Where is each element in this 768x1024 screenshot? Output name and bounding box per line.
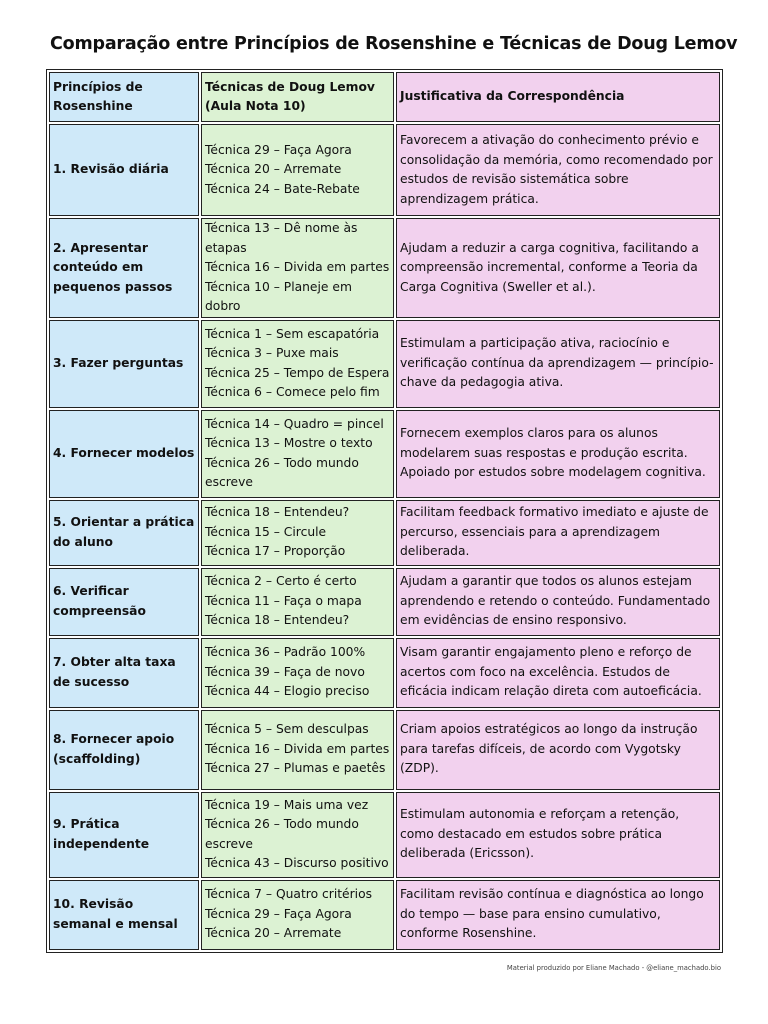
- technique-item: Técnica 16 – Divida em partes: [205, 260, 390, 274]
- principle-cell: 2. Apresentar conteúdo em pequenos passos: [49, 218, 199, 318]
- technique-item: Técnica 29 – Faça Agora: [205, 906, 352, 921]
- justification-cell: Facilitam feedback formativo imediato e ajuste de percurso, essenciais para a aprendizagem deliberada.: [396, 500, 720, 566]
- table-row: [49, 710, 720, 790]
- technique-item: Técnica 14 – Quadro = pincel: [205, 416, 384, 431]
- table-row: [49, 792, 720, 878]
- principle-cell: 8. Fornecer apoio (scaffolding): [49, 710, 199, 790]
- techniques-cell: [201, 410, 394, 498]
- technique-item: Técnica 18 – Entendeu?: [205, 613, 350, 628]
- principle-cell: 7. Obter alta taxa de sucesso: [49, 638, 199, 708]
- justification-cell: Estimulam autonomia e reforçam a retenção, como destacado em estudos sobre prática deliberada (Ericsson).: [396, 792, 720, 878]
- header-justification: Justificativa da Correspondência: [396, 72, 720, 122]
- technique-item: Técnica 7 – Quatro critérios: [205, 887, 373, 902]
- document-title: Comparação entre Princípios de Rosenshine e Técnicas de Doug Lemov: [50, 34, 738, 54]
- justification-cell: Ajudam a reduzir a carga cognitiva, facilitando a compreensão incremental, conforme a Teoria da Carga Cognitiva (Sweller et al.).: [396, 218, 720, 318]
- technique-item: Técnica 26 – Todo mundo escreve: [205, 455, 359, 489]
- technique-item: Técnica 10 – Planeje em dobro: [205, 279, 352, 313]
- technique-item: Técnica 25 – Tempo de Espera: [205, 365, 390, 380]
- principle-cell: 5. Orientar a prática do aluno: [49, 500, 199, 566]
- technique-item: Técnica 24 – Bate-Rebate: [205, 181, 360, 196]
- table-row: [49, 880, 720, 950]
- principle-cell: 1. Revisão diária: [49, 124, 199, 216]
- techniques-cell: [201, 880, 394, 950]
- technique-item: Técnica 43 – Discurso positivo: [205, 856, 389, 870]
- technique-item: Técnica 29 – Faça Agora: [205, 142, 352, 157]
- author-credit: Material produzido por Eliane Machado - @eliane_machado.bio: [506, 964, 721, 972]
- comparison-table: [46, 69, 723, 953]
- table-row: [49, 638, 720, 708]
- table-row: [49, 500, 720, 566]
- techniques-cell: [201, 638, 394, 708]
- technique-item: Técnica 36 – Padrão 100%: [205, 645, 366, 660]
- techniques-cell: [201, 568, 394, 636]
- principle-cell: 4. Fornecer modelos: [49, 410, 199, 498]
- technique-item: Técnica 5 – Sem desculpas: [205, 722, 369, 737]
- technique-item: Técnica 19 – Mais uma vez: [205, 797, 369, 812]
- techniques-cell: [201, 320, 394, 408]
- technique-item: Técnica 26 – Todo mundo escreve: [205, 817, 359, 851]
- header-techniques: Técnicas de Doug Lemov (Aula Nota 10): [201, 72, 394, 122]
- justification-cell: Favorecem a ativação do conhecimento prévio e consolidação da memória, como recomendado por estudos de revisão sistemática sobre aprendizagem prática.: [396, 124, 720, 216]
- technique-item: Técnica 39 – Faça de novo: [205, 664, 365, 679]
- principle-cell: 3. Fazer perguntas: [49, 320, 199, 408]
- technique-item: Técnica 11 – Faça o mapa: [205, 593, 362, 608]
- technique-item: Técnica 20 – Arremate: [205, 162, 342, 177]
- techniques-cell: [201, 792, 394, 878]
- techniques-cell: [201, 710, 394, 790]
- techniques-cell: [201, 500, 394, 566]
- technique-item: Técnica 20 – Arremate: [205, 926, 342, 941]
- table-row: [49, 320, 720, 408]
- technique-item: Técnica 1 – Sem escapatória: [205, 326, 380, 341]
- principle-cell: 6. Verificar compreensão: [49, 568, 199, 636]
- technique-item: Técnica 15 – Circule: [205, 524, 327, 539]
- technique-item: Técnica 6 – Comece pelo fim: [205, 385, 380, 399]
- technique-item: Técnica 3 – Puxe mais: [205, 346, 339, 360]
- justification-cell: Visam garantir engajamento pleno e reforço de acertos com foco na excelência. Estudos de eficácia indicam relação direta com autoeficácia.: [396, 638, 720, 708]
- technique-item: Técnica 18 – Entendeu?: [205, 505, 350, 520]
- justification-cell: Criam apoios estratégicos ao longo da instrução para tarefas difíceis, de acordo com Vygotsky (ZDP).: [396, 710, 720, 790]
- table-header-row: [49, 72, 720, 122]
- table-row: [49, 568, 720, 636]
- techniques-cell: [201, 218, 394, 318]
- principle-cell: 10. Revisão semanal e mensal: [49, 880, 199, 950]
- justification-cell: Estimulam a participação ativa, raciocínio e verificação contínua da aprendizagem — princípio-chave da pedagogia ativa.: [396, 320, 720, 408]
- table-row: [49, 124, 720, 216]
- principle-cell: 9. Prática independente: [49, 792, 199, 878]
- justification-cell: Facilitam revisão contínua e diagnóstica ao longo do tempo — base para ensino cumulativo, conforme Rosenshine.: [396, 880, 720, 950]
- justification-cell: Fornecem exemplos claros para os alunos modelarem suas respostas e produção escrita. Apoiado por estudos sobre modelagem cognitiva.: [396, 410, 720, 498]
- technique-item: Técnica 2 – Certo é certo: [205, 574, 357, 589]
- technique-item: Técnica 13 – Dê nome às etapas: [205, 221, 358, 255]
- techniques-cell: [201, 124, 394, 216]
- technique-item: Técnica 17 – Proporção: [205, 544, 346, 559]
- technique-item: Técnica 44 – Elogio preciso: [205, 684, 370, 699]
- table-row: [49, 218, 720, 318]
- table-row: [49, 410, 720, 498]
- technique-item: Técnica 27 – Plumas e paetês: [205, 761, 386, 776]
- justification-cell: Ajudam a garantir que todos os alunos estejam aprendendo e retendo o conteúdo. Fundamentado em evidências de ensino responsivo.: [396, 568, 720, 636]
- technique-item: Técnica 16 – Divida em partes: [205, 741, 390, 756]
- header-principles: Princípios de Rosenshine: [49, 72, 199, 122]
- technique-item: Técnica 13 – Mostre o texto: [205, 436, 373, 450]
